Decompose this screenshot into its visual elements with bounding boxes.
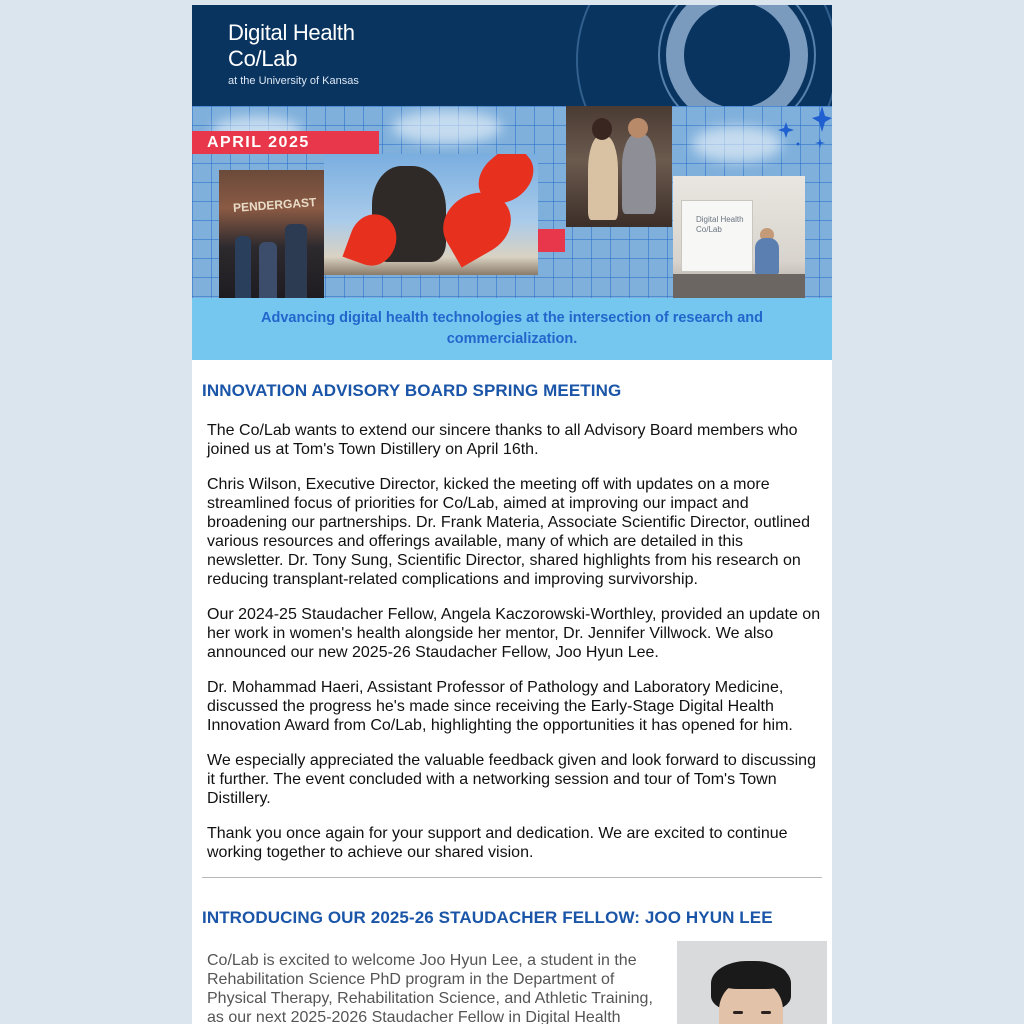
section-divider: [202, 877, 822, 878]
cloud: [392, 110, 502, 144]
person: [588, 136, 618, 220]
portrait-eye: [733, 1011, 743, 1014]
section-title-staudacher-fellow: INTRODUCING OUR 2025-26 STAUDACHER FELLOW: JOO HYUN LEE: [202, 908, 773, 927]
presentation-screen: [681, 200, 753, 272]
event-photo-presentation: [673, 176, 805, 298]
venue-sign: PENDERGAST: [232, 195, 317, 215]
cloud: [692, 126, 782, 162]
issue-month-tag: APRIL 2025: [192, 131, 379, 154]
event-photo-guests: [566, 106, 672, 227]
paragraph: The Co/Lab wants to extend our sincere thanks to all Advisory Board members who joined us at Tom's Town Distillery on April 16th.: [207, 422, 798, 458]
person: [622, 134, 656, 214]
paragraph: Our 2024-25 Staudacher Fellow, Angela Kaczorowski-Worthley, provided an update on her work in women's health alongside her mentor, Dr. Jennifer Villwock. We also announced our new 2025-26 Staudacher Fellow, Joo Hyun Lee.: [207, 606, 821, 661]
paragraph: Chris Wilson, Executive Director, kicked the meeting off with updates on a more streamlined focus of priorities for Co/Lab, aimed at improving our impact and broadening our partnerships. Dr. Frank Materia, Associate Scientific Director, outlined various resources and offerings available, many of which are detailed in this newsletter. Dr. Tony Sung, Scientific Director, shared highlights from his research on reducing transplant-related complications and improving survivorship.: [207, 476, 810, 588]
hero-collage: [192, 106, 832, 298]
person: [259, 242, 277, 298]
section-title-advisory-board: INNOVATION ADVISORY BOARD SPRING MEETING: [202, 381, 622, 400]
sparkle-icon: [772, 106, 832, 156]
newsletter-tagline: Advancing digital health technologies at the intersection of research and commercialization.: [192, 298, 832, 360]
brand-line-2: Co/Lab: [228, 46, 298, 71]
paragraph: We especially appreciated the valuable feedback given and look forward to discussing it further. The event concluded with a networking session and tour of Tom's Town Distillery.: [207, 752, 816, 807]
fellow-portrait: [677, 941, 827, 1024]
brand-line-1: Digital Health: [228, 20, 355, 45]
newsletter-header: [192, 5, 832, 106]
desk: [673, 274, 805, 298]
portrait-fringe: [717, 963, 787, 989]
paragraph: Co/Lab is excited to welcome Joo Hyun Lee, a student in the Rehabilitation Science PhD program in the Department of Physical Therapy, Rehabilitation Science, and Athletic Training, as our next 2025-2026 Staudacher Fellow in Digital Health: [207, 952, 653, 1024]
brand-line-3: at the University of Kansas: [228, 75, 359, 87]
person-head: [592, 118, 612, 140]
event-photo-venue: [219, 170, 324, 298]
event-photo-statue: [324, 154, 538, 275]
person: [285, 224, 307, 298]
paragraph: Thank you once again for your support and dedication. We are excited to continue working together to achieve our shared vision.: [207, 825, 788, 861]
screen-logo: Digital Health Co/Lab: [696, 215, 744, 234]
accent-block: [538, 229, 565, 252]
newsletter: [192, 5, 832, 1024]
portrait-eye: [761, 1011, 771, 1014]
presenter: [755, 238, 779, 274]
paragraph: Dr. Mohammad Haeri, Assistant Professor of Pathology and Laboratory Medicine, discussed the progress he's made since receiving the Early-Stage Digital Health Innovation Award from Co/Lab, highlighting the opportunities it has opened for him.: [207, 679, 793, 734]
person: [235, 236, 251, 298]
person-head: [628, 118, 648, 138]
